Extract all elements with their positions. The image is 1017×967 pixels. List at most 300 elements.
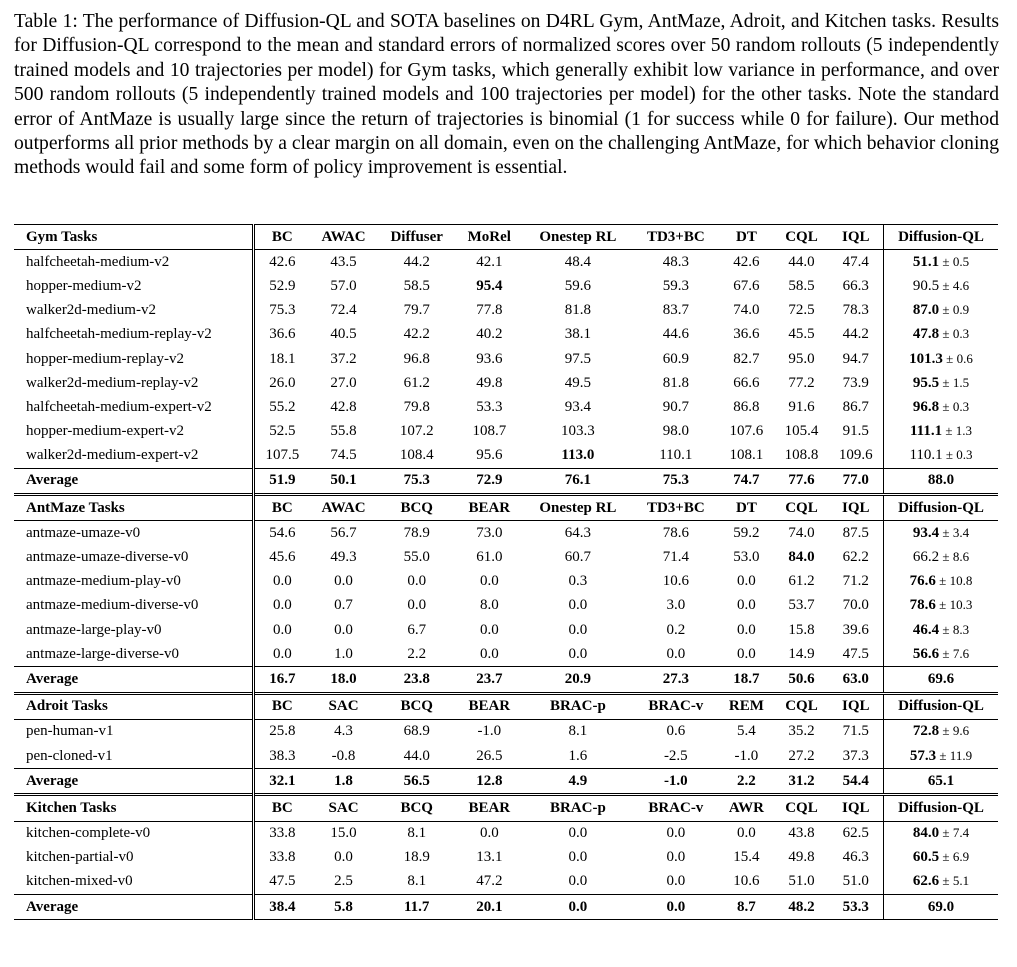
score-cell: 74.0 xyxy=(733,302,760,319)
column-header: BEAR xyxy=(456,495,523,521)
score-cell: 0.0 xyxy=(568,621,588,638)
score-std-error: ± 10.8 xyxy=(935,573,973,589)
score-cell: 60.9 xyxy=(662,350,689,367)
diffusion-ql-score xyxy=(884,594,999,618)
average-value: 5.8 xyxy=(310,895,378,920)
score-std-error: ± 0.3 xyxy=(939,326,970,342)
score-cell: 15.0 xyxy=(330,825,357,842)
score-cell: 61.2 xyxy=(403,374,430,391)
column-header: BC xyxy=(254,495,310,521)
score-cell: 107.5 xyxy=(254,444,310,469)
column-header: BEAR xyxy=(456,795,523,821)
score-std-error: ± 8.3 xyxy=(939,621,970,637)
score-cell: 37.2 xyxy=(330,350,357,367)
score-mean: 101.3 xyxy=(909,350,943,367)
std-error-value: 0.6 xyxy=(956,350,973,366)
score-cell: 72.5 xyxy=(788,302,815,319)
task-name: antmaze-umaze-diverse-v0 xyxy=(26,549,189,566)
task-name: antmaze-large-diverse-v0 xyxy=(26,645,179,662)
score-cell: 59.3 xyxy=(662,277,689,294)
diffusion-ql-score xyxy=(884,821,999,846)
task-name: halfcheetah-medium-expert-v2 xyxy=(26,398,212,415)
task-name: kitchen-mixed-v0 xyxy=(26,873,133,890)
score-mean: 51.1 xyxy=(912,253,940,270)
score-cell: 82.7 xyxy=(733,350,760,367)
score-cell: 56.7 xyxy=(330,524,357,541)
column-header: BCQ xyxy=(377,693,456,719)
task-name: walker2d-medium-expert-v2 xyxy=(26,447,199,464)
score-cell: 71.5 xyxy=(842,723,869,740)
diffusion-ql-score xyxy=(884,444,999,469)
score-std-error: ± 0.9 xyxy=(939,302,970,318)
score-cell-bold: 95.4 xyxy=(476,277,503,294)
score-std-error: ± 1.5 xyxy=(939,374,970,390)
column-header: TD3+BC xyxy=(633,495,718,521)
score-mean: 60.5 xyxy=(912,849,940,866)
table-row xyxy=(14,870,998,895)
average-value: 4.9 xyxy=(523,769,634,795)
score-cell: 0.7 xyxy=(334,597,353,614)
std-error-value: 11.9 xyxy=(949,747,973,763)
score-cell: 26.0 xyxy=(254,371,310,395)
score-mean: 62.6 xyxy=(912,873,940,890)
score-cell: 2.2 xyxy=(407,645,427,662)
column-header: IQL xyxy=(829,495,884,521)
average-value: 0.0 xyxy=(523,895,634,920)
table-row xyxy=(14,545,998,569)
score-cell: 90.7 xyxy=(662,398,689,415)
score-cell: 44.2 xyxy=(403,253,430,270)
diffusion-ql-score xyxy=(884,420,999,444)
score-cell: 38.3 xyxy=(254,744,310,769)
std-error-value: 0.3 xyxy=(952,398,970,414)
average-value: 20.1 xyxy=(456,895,523,920)
score-std-error: ± 0.5 xyxy=(939,253,970,269)
section-title: Kitchen Tasks xyxy=(14,795,254,821)
column-header: BCQ xyxy=(377,795,456,821)
score-cell: 47.2 xyxy=(476,873,503,890)
score-std-error: ± 7.4 xyxy=(939,825,970,841)
column-header: CQL xyxy=(774,693,828,719)
score-cell: 62.2 xyxy=(842,549,869,566)
score-cell: 46.3 xyxy=(842,849,869,866)
score-cell: 53.7 xyxy=(788,597,815,614)
score-std-error: ± 4.6 xyxy=(939,277,970,293)
score-cell: 74.5 xyxy=(330,447,357,464)
score-cell: 27.2 xyxy=(788,747,815,764)
diffusion-ql-score xyxy=(884,323,999,347)
score-cell: 0.2 xyxy=(666,621,686,638)
column-header: SAC xyxy=(310,693,378,719)
score-cell: 108.1 xyxy=(729,447,764,464)
column-header: BEAR xyxy=(456,693,523,719)
score-mean: 72.8 xyxy=(912,723,940,740)
score-cell: 47.4 xyxy=(842,253,869,270)
task-name: pen-human-v1 xyxy=(26,723,114,740)
column-header: MoRel xyxy=(456,225,523,250)
column-header: CQL xyxy=(774,495,828,521)
score-cell: 8.1 xyxy=(568,723,588,740)
score-cell: 49.3 xyxy=(330,549,357,566)
score-cell: 6.7 xyxy=(407,621,427,638)
score-cell: 0.0 xyxy=(334,849,353,866)
score-cell: 0.0 xyxy=(479,645,499,662)
score-cell: 0.0 xyxy=(479,825,499,842)
score-cell: 26.5 xyxy=(476,747,503,764)
score-cell: 108.8 xyxy=(784,447,819,464)
std-error-value: 7.4 xyxy=(952,825,970,841)
score-cell: 0.0 xyxy=(666,645,686,662)
score-mean: 47.8 xyxy=(912,326,940,343)
average-value: 11.7 xyxy=(377,895,456,920)
score-cell: 49.8 xyxy=(476,374,503,391)
average-value: 77.0 xyxy=(829,468,884,494)
column-header: AWAC xyxy=(310,225,378,250)
column-header: BRAC-p xyxy=(523,795,634,821)
score-cell: 52.5 xyxy=(254,420,310,444)
score-cell: 42.1 xyxy=(476,253,503,270)
section-title: AntMaze Tasks xyxy=(14,495,254,521)
table-row xyxy=(14,821,998,846)
average-value: 69.0 xyxy=(884,895,999,920)
task-name: hopper-medium-v2 xyxy=(26,277,142,294)
score-cell: 0.0 xyxy=(666,849,686,866)
table-row xyxy=(14,744,998,769)
score-cell: 91.5 xyxy=(842,423,869,440)
score-cell: 81.8 xyxy=(662,374,689,391)
score-cell: 8.1 xyxy=(407,825,427,842)
average-value: 54.4 xyxy=(829,769,884,795)
score-cell: 73.9 xyxy=(842,374,869,391)
score-cell: 110.1 xyxy=(659,447,693,464)
average-value: 72.9 xyxy=(456,468,523,494)
score-cell: -0.8 xyxy=(331,747,356,764)
std-error-value: 10.8 xyxy=(949,573,973,589)
average-value: 0.0 xyxy=(633,895,718,920)
std-error-value: 9.6 xyxy=(952,723,970,739)
table-row xyxy=(14,570,998,594)
score-cell: 95.6 xyxy=(476,447,503,464)
score-cell: 15.4 xyxy=(733,849,760,866)
score-cell: 86.8 xyxy=(733,398,760,415)
average-value: 75.3 xyxy=(633,468,718,494)
average-value: 69.6 xyxy=(884,667,999,693)
score-cell: 86.7 xyxy=(842,398,869,415)
score-std-error: ± 0.6 xyxy=(942,350,973,366)
std-error-value: 8.3 xyxy=(952,621,970,637)
average-label: Average xyxy=(14,895,254,920)
score-cell: 95.0 xyxy=(788,350,815,367)
score-mean: 84.0 xyxy=(912,825,940,842)
score-cell: 0.0 xyxy=(334,573,353,590)
score-cell: 45.6 xyxy=(254,545,310,569)
score-cell: 0.0 xyxy=(254,618,310,642)
score-cell: 0.0 xyxy=(737,645,756,662)
score-cell: 2.5 xyxy=(334,873,353,890)
score-cell: 27.0 xyxy=(330,374,357,391)
section-header-row xyxy=(14,795,998,821)
score-mean: 95.5 xyxy=(912,374,940,391)
task-name: hopper-medium-expert-v2 xyxy=(26,423,184,440)
column-header: AWR xyxy=(719,795,775,821)
average-value: 27.3 xyxy=(633,667,718,693)
diffusion-ql-score xyxy=(884,570,999,594)
average-value: 32.1 xyxy=(254,769,310,795)
score-mean: 93.4 xyxy=(912,524,940,541)
score-cell: 48.3 xyxy=(662,253,689,270)
score-cell: 0.0 xyxy=(737,597,756,614)
task-name: antmaze-umaze-v0 xyxy=(26,524,141,541)
score-cell: 40.2 xyxy=(476,326,503,343)
average-value: 77.6 xyxy=(774,468,828,494)
score-cell: 51.0 xyxy=(842,873,869,890)
score-cell: 55.0 xyxy=(403,549,430,566)
diffusion-ql-score xyxy=(884,395,999,419)
std-error-value: 8.6 xyxy=(952,549,970,565)
score-std-error: ± 0.3 xyxy=(939,398,970,414)
average-value: 65.1 xyxy=(884,769,999,795)
score-cell: 25.8 xyxy=(254,719,310,744)
score-std-error: ± 3.4 xyxy=(939,524,970,540)
column-header: Diffusion-QL xyxy=(884,495,999,521)
table-row xyxy=(14,299,998,323)
score-cell: 0.0 xyxy=(254,642,310,667)
column-header: BRAC-v xyxy=(633,693,718,719)
task-name: hopper-medium-replay-v2 xyxy=(26,350,184,367)
average-value: -1.0 xyxy=(633,769,718,795)
score-cell: 108.7 xyxy=(472,423,507,440)
task-name: kitchen-partial-v0 xyxy=(26,849,134,866)
score-cell: 0.0 xyxy=(254,594,310,618)
score-mean: 56.6 xyxy=(912,645,940,662)
std-error-value: 0.3 xyxy=(956,447,973,463)
score-cell: 59.6 xyxy=(564,277,592,294)
score-cell: 49.5 xyxy=(564,374,592,391)
average-value: 50.6 xyxy=(774,667,828,693)
score-cell: 44.0 xyxy=(788,253,815,270)
average-value: 16.7 xyxy=(254,667,310,693)
score-cell: 38.1 xyxy=(564,326,592,343)
score-cell: 103.3 xyxy=(561,423,595,440)
score-std-error: ± 1.3 xyxy=(942,423,972,439)
score-cell: 55.8 xyxy=(330,423,357,440)
diffusion-ql-score xyxy=(884,719,999,744)
score-cell: 78.6 xyxy=(662,524,689,541)
diffusion-ql-score xyxy=(884,846,999,870)
average-value: 38.4 xyxy=(254,895,310,920)
average-value: 50.1 xyxy=(310,468,378,494)
score-std-error: ± 10.3 xyxy=(935,597,973,613)
score-cell: 37.3 xyxy=(842,747,869,764)
average-value: 51.9 xyxy=(254,468,310,494)
column-header: BC xyxy=(254,795,310,821)
score-cell: 94.7 xyxy=(842,350,869,367)
score-cell: 0.0 xyxy=(737,621,756,638)
std-error-value: 1.5 xyxy=(952,374,970,390)
score-cell: 3.0 xyxy=(666,597,686,614)
task-name: halfcheetah-medium-v2 xyxy=(26,253,170,270)
score-cell: 49.8 xyxy=(788,849,815,866)
score-cell: 83.7 xyxy=(662,302,689,319)
column-header: SAC xyxy=(310,795,378,821)
score-cell: 0.0 xyxy=(254,570,310,594)
score-cell: 79.7 xyxy=(403,302,430,319)
score-cell: 0.0 xyxy=(737,825,756,842)
score-cell: 0.0 xyxy=(568,825,588,842)
score-mean: 46.4 xyxy=(912,621,940,638)
score-cell: 0.0 xyxy=(666,873,686,890)
score-mean: 78.6 xyxy=(909,597,936,614)
score-cell: 96.8 xyxy=(403,350,430,367)
score-cell: 0.0 xyxy=(568,849,588,866)
score-cell: 18.9 xyxy=(403,849,430,866)
column-header: REM xyxy=(719,693,775,719)
score-cell: 0.0 xyxy=(407,573,427,590)
column-header: CQL xyxy=(774,795,828,821)
diffusion-ql-score xyxy=(884,744,999,769)
average-value: 53.3 xyxy=(829,895,884,920)
score-cell: 61.2 xyxy=(788,573,815,590)
std-error-value: 7.6 xyxy=(952,645,970,661)
average-label: Average xyxy=(14,769,254,795)
average-value: 31.2 xyxy=(774,769,828,795)
score-cell: 0.6 xyxy=(666,723,686,740)
score-cell: 77.8 xyxy=(476,302,503,319)
score-cell: 35.2 xyxy=(788,723,815,740)
score-cell xyxy=(523,444,634,469)
score-cell: 59.2 xyxy=(733,524,760,541)
score-cell: 55.2 xyxy=(254,395,310,419)
score-cell: 0.0 xyxy=(737,573,756,590)
average-value: 75.3 xyxy=(377,468,456,494)
average-value: 76.1 xyxy=(523,468,634,494)
score-cell: 62.5 xyxy=(842,825,869,842)
std-error-value: 6.9 xyxy=(952,849,970,865)
score-cell: 42.8 xyxy=(330,398,357,415)
table-row xyxy=(14,444,998,469)
average-value: 23.8 xyxy=(377,667,456,693)
average-value: 63.0 xyxy=(829,667,884,693)
task-name: halfcheetah-medium-replay-v2 xyxy=(26,326,212,343)
score-cell: 0.0 xyxy=(407,597,427,614)
average-value: 88.0 xyxy=(884,468,999,494)
score-cell: 47.5 xyxy=(842,645,869,662)
score-cell: 53.0 xyxy=(733,549,760,566)
score-mean: 87.0 xyxy=(912,302,940,319)
score-cell: 79.8 xyxy=(403,398,430,415)
average-label: Average xyxy=(14,667,254,693)
score-cell: 98.0 xyxy=(662,423,689,440)
column-header: BCQ xyxy=(377,495,456,521)
column-header: BRAC-p xyxy=(523,693,634,719)
score-std-error: ± 11.9 xyxy=(936,747,973,763)
diffusion-ql-score xyxy=(884,299,999,323)
results-table-body xyxy=(14,225,998,920)
score-cell: 58.5 xyxy=(788,277,815,294)
score-cell: 93.4 xyxy=(564,398,592,415)
score-cell: 0.0 xyxy=(666,825,686,842)
results-table xyxy=(14,224,998,920)
score-cell: 87.5 xyxy=(842,524,869,541)
score-cell: 15.8 xyxy=(788,621,815,638)
task-name: pen-cloned-v1 xyxy=(26,747,113,764)
score-cell: 105.4 xyxy=(784,423,819,440)
score-cell: 54.6 xyxy=(254,521,310,546)
table-row xyxy=(14,420,998,444)
task-name: antmaze-medium-diverse-v0 xyxy=(26,597,199,614)
average-label: Average xyxy=(14,468,254,494)
score-cell: 78.3 xyxy=(842,302,869,319)
score-mean: 66.2 xyxy=(912,549,940,566)
average-value: 74.7 xyxy=(719,468,775,494)
score-cell: -1.0 xyxy=(734,747,759,764)
average-value: 20.9 xyxy=(523,667,634,693)
score-cell: 0.0 xyxy=(568,597,588,614)
score-cell: 107.6 xyxy=(729,423,764,440)
score-cell: 39.6 xyxy=(842,621,869,638)
column-header: Diffusion-QL xyxy=(884,693,999,719)
diffusion-ql-score xyxy=(884,521,999,546)
score-std-error: ± 9.6 xyxy=(939,723,970,739)
score-std-error: ± 0.3 xyxy=(942,447,973,463)
table-row xyxy=(14,347,998,371)
score-cell: 36.6 xyxy=(733,326,760,343)
score-cell: 0.0 xyxy=(568,873,588,890)
column-header: BC xyxy=(254,693,310,719)
table-row xyxy=(14,642,998,667)
score-cell: 73.0 xyxy=(476,524,503,541)
score-cell-bold: 113.0 xyxy=(561,447,595,464)
score-cell: 66.6 xyxy=(733,374,760,391)
score-cell: -2.5 xyxy=(663,747,688,764)
score-cell: 8.0 xyxy=(479,597,499,614)
column-header: IQL xyxy=(829,225,884,250)
score-cell: 107.2 xyxy=(399,423,434,440)
column-header: BC xyxy=(254,225,310,250)
score-cell: 70.0 xyxy=(842,597,869,614)
table-row xyxy=(14,323,998,347)
score-cell: 43.5 xyxy=(330,253,357,270)
score-cell: 71.4 xyxy=(662,549,689,566)
table-row xyxy=(14,594,998,618)
score-cell: 33.8 xyxy=(254,846,310,870)
score-cell: 60.7 xyxy=(564,549,592,566)
column-header: Diffusion-QL xyxy=(884,795,999,821)
score-cell xyxy=(774,545,828,569)
score-cell: 33.8 xyxy=(254,821,310,846)
column-header: DT xyxy=(719,495,775,521)
score-cell: 57.0 xyxy=(330,277,357,294)
score-cell: 5.4 xyxy=(737,723,756,740)
average-row xyxy=(14,895,998,920)
score-cell-bold: 84.0 xyxy=(788,549,815,566)
task-name: walker2d-medium-v2 xyxy=(26,302,156,319)
score-cell: 53.3 xyxy=(476,398,503,415)
score-cell: 52.9 xyxy=(254,274,310,298)
score-cell: 0.0 xyxy=(568,645,588,662)
score-cell: 74.0 xyxy=(788,524,815,541)
score-cell: 13.1 xyxy=(476,849,503,866)
score-cell: 81.8 xyxy=(564,302,592,319)
score-mean: 90.5 xyxy=(912,277,940,294)
score-cell: 44.0 xyxy=(403,747,430,764)
std-error-value: 5.1 xyxy=(952,873,970,889)
column-header: Diffusion-QL xyxy=(884,225,999,250)
average-row xyxy=(14,769,998,795)
average-value: 18.7 xyxy=(719,667,775,693)
column-header: Onestep RL xyxy=(523,225,634,250)
score-std-error: ± 6.9 xyxy=(939,849,970,865)
